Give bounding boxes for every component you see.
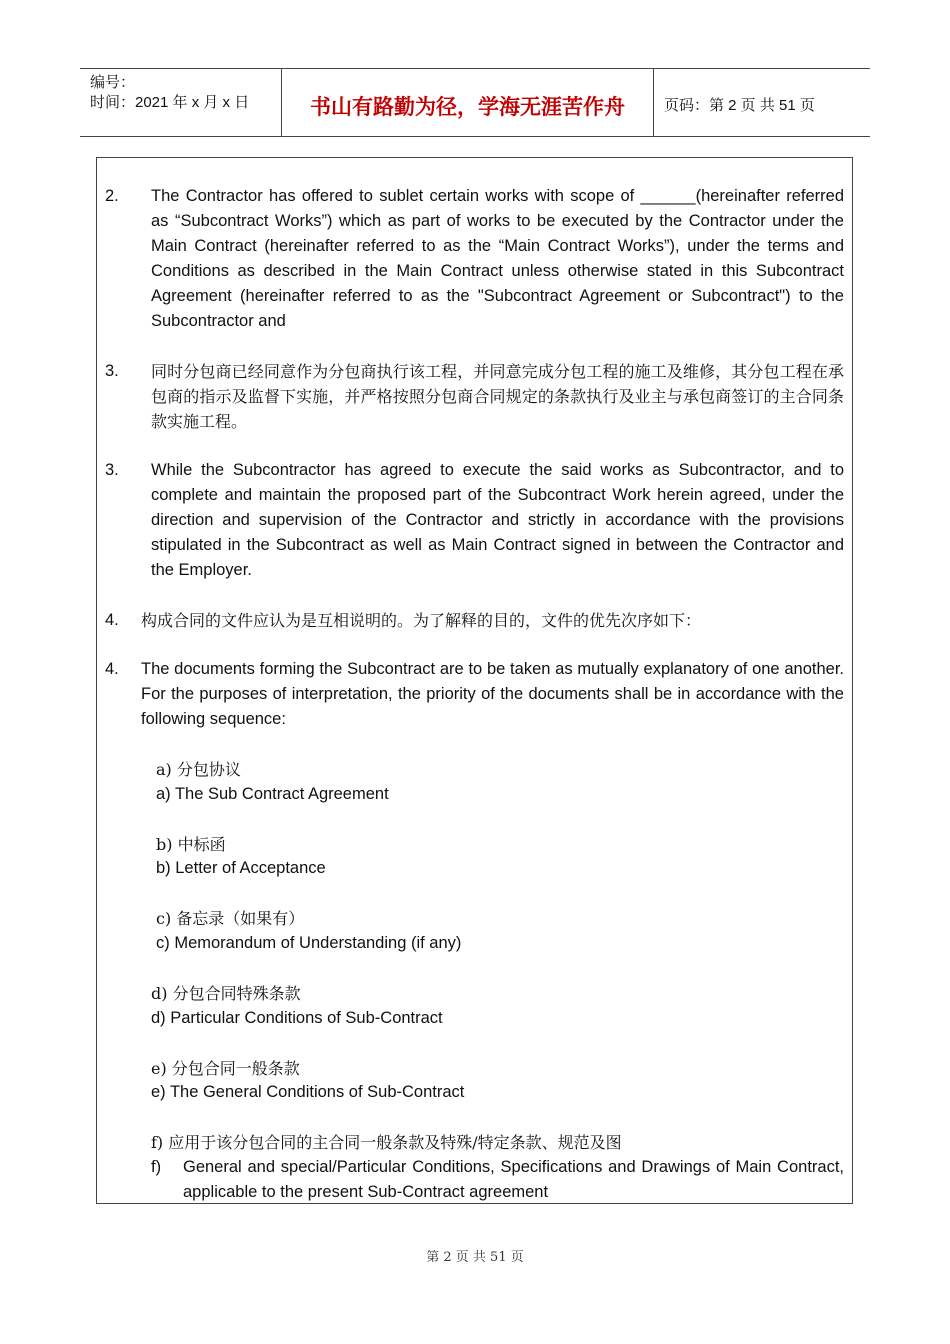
item-paragraph-zh: 同时分包商已经同意作为分包商执行该工程，并同意完成分包工程的施工及维修，其分包工程在承包商的指示及监督下实施，并严格按照分包商合同规定的条款执行及业主与承包商签订的主合同条款实施工程。 [151, 362, 844, 431]
sequence-item-en: a) The Sub Contract Agreement [156, 785, 389, 803]
sequence-item-zh: a) 分包协议 [156, 760, 241, 779]
sequence-item-en: b) Letter of Acceptance [156, 859, 326, 877]
sequence-item-zh: e) 分包合同一般条款 [151, 1059, 300, 1078]
motto: 书山有路勤为径，学海无涯苦作舟 [310, 95, 625, 119]
sequence-item-en: c) Memorandum of Understanding (if any) [156, 934, 462, 952]
sequence-item-en [183, 1155, 844, 1205]
header-meta-cell [80, 69, 282, 136]
item-paragraph: The documents forming the Subcontract are to be taken as mutually explanatory of one another. For the purposes of interpretation, the priority of the documents shall be in accordance with the following sequence: [141, 660, 844, 728]
sequence-item-zh: b) 中标函 [156, 835, 226, 854]
item-number: 4. [105, 660, 119, 678]
sequence-item-zh: f) 应用于该分包合同的主合同一般条款及特殊/特定条款、规范及图 [151, 1133, 622, 1152]
sequence-item-zh: d) 分包合同特殊条款 [151, 984, 301, 1003]
sequence-item-en: d) Particular Conditions of Sub-Contract [151, 1009, 443, 1027]
sequence-item-en-text: General and special/Particular Conditions, Specifications and Drawings of Main Contract, applicable to the present Sub-Contract agreement [183, 1158, 844, 1201]
item-number: 3. [105, 461, 119, 479]
page-label: 页码：第 2 页 共 51 页 [664, 97, 815, 114]
page-footer: 第 2 页 共 51 页 [426, 1250, 524, 1265]
item-paragraph: While the Subcontractor has agreed to execute the said works as Subcontractor, and to complete and maintain the proposed part of the Subcontract Work herein agreed, under the direction and supervision of the Contractor and strictly in accordance with the provisions stipulated in the Subcontract as well as Main Contract signed in between the Contractor and the Employer. [151, 461, 844, 579]
document-header [80, 68, 870, 137]
header-page-cell [654, 69, 870, 136]
item-number: 2. [105, 187, 119, 205]
sequence-item-label: f) [151, 1158, 162, 1176]
item-number: 3. [105, 362, 119, 380]
number-label: 编号： [90, 74, 136, 91]
item-number: 4. [105, 611, 119, 629]
header-motto-cell [282, 69, 654, 136]
item-paragraph: The Contractor has offered to sublet certain works with scope of ______(hereinafter referred as “Subcontract Works”) which as part of works to be executed by the Contractor under the Main Contract (hereinafter referred to as the “Main Contract Works”), under the terms and Conditions as described in the Main Contract unless otherwise stated in this Subcontract Agreement (hereinafter referred to as the "Subcontract Agreement or Subcontract") to the Subcontractor and [151, 187, 844, 330]
sequence-item-en: e) The General Conditions of Sub-Contract [151, 1083, 465, 1101]
item-paragraph-zh: 构成合同的文件应认为是互相说明的。为了解释的目的，文件的优先次序如下： [141, 611, 702, 630]
sequence-item-zh: c) 备忘录（如果有） [156, 909, 305, 928]
time-label: 时间：2021 年 x 月 x 日 [90, 94, 250, 111]
